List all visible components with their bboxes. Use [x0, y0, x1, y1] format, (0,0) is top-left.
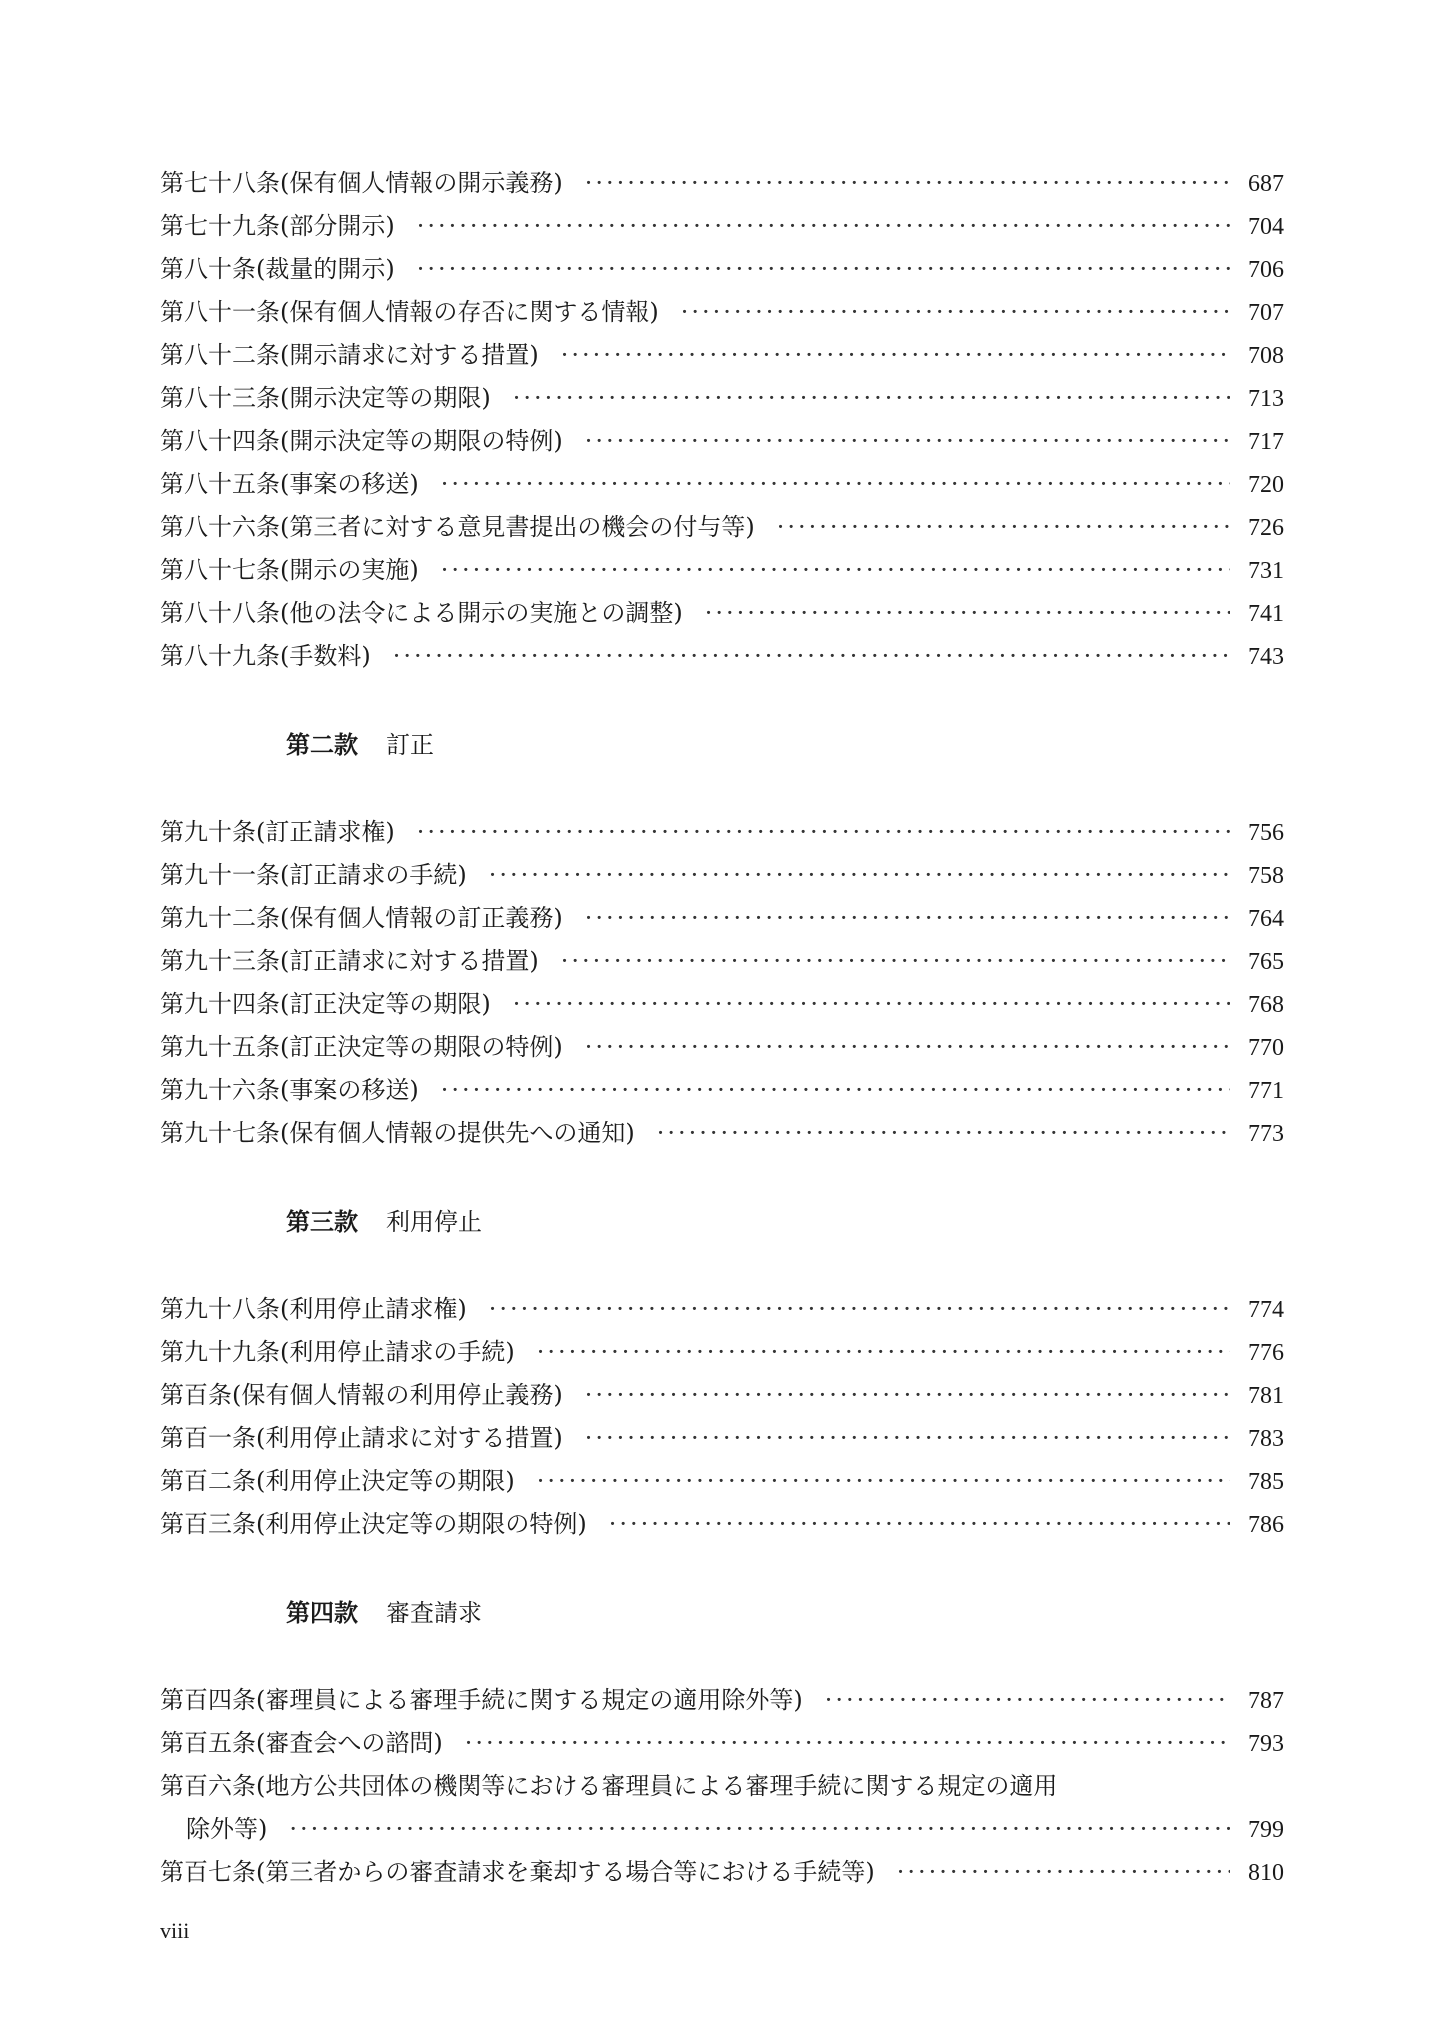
toc-entry [160, 205, 1284, 248]
toc-entry-page: 768 [1248, 992, 1284, 1018]
toc-entry-page: 706 [1248, 257, 1284, 283]
toc-entry [160, 1026, 1284, 1069]
dot-leader [825, 1679, 1230, 1722]
section-number: 第四款 [286, 1598, 358, 1627]
toc-entry-page: 704 [1248, 214, 1284, 240]
toc-entry [160, 420, 1284, 463]
toc-entry [160, 1374, 1284, 1417]
section-heading-teisei [160, 723, 1284, 766]
toc-entry [160, 463, 1284, 506]
toc-entry [160, 162, 1284, 205]
dot-leader [561, 940, 1230, 983]
toc-entry [160, 549, 1284, 592]
toc-entry-title: 第百一条(利用停止請求に対する措置) [160, 1424, 563, 1452]
toc-entry-page: 713 [1248, 386, 1284, 412]
toc-entry [160, 897, 1284, 940]
toc-group-teisei [160, 811, 1284, 1155]
toc-entry-title: 第百条(保有個人情報の利用停止義務) [160, 1381, 563, 1409]
toc-entry-page: 785 [1248, 1469, 1284, 1495]
toc-entry-title: 第八十一条(保有個人情報の存否に関する情報) [160, 298, 659, 326]
toc-entry-page: 717 [1248, 429, 1284, 455]
toc-entry [160, 983, 1284, 1026]
dot-leader [585, 1417, 1230, 1460]
toc-entry-page: 799 [1248, 1817, 1284, 1843]
toc-entry-page: 764 [1248, 906, 1284, 932]
toc-entry-page: 758 [1248, 863, 1284, 889]
dot-leader [681, 291, 1230, 334]
dot-leader [441, 463, 1230, 506]
dot-leader [537, 1331, 1230, 1374]
toc-entry-title: 第八十七条(開示の実施) [160, 556, 419, 584]
toc-entry-page: 765 [1248, 949, 1284, 975]
toc-entry-page: 707 [1248, 300, 1284, 326]
toc-entry-page: 810 [1248, 1860, 1284, 1886]
toc-entry [160, 635, 1284, 678]
section-title: 審査請求 [386, 1599, 482, 1627]
dot-leader [513, 983, 1230, 1026]
toc-entry-title: 第九十二条(保有個人情報の訂正義務) [160, 904, 563, 932]
toc-entry [160, 377, 1284, 420]
toc-entry-title: 第九十四条(訂正決定等の期限) [160, 990, 491, 1018]
toc-entry [160, 811, 1284, 854]
toc-entry [160, 1460, 1284, 1503]
toc-entry-title: 第百二条(利用停止決定等の期限) [160, 1467, 515, 1495]
toc-entry-page: 756 [1248, 820, 1284, 846]
toc-entry-page: 793 [1248, 1731, 1284, 1757]
toc-entry-title: 第九十五条(訂正決定等の期限の特例) [160, 1033, 563, 1061]
toc-group-kaiji [160, 162, 1284, 678]
toc-entry-title: 第九十三条(訂正請求に対する措置) [160, 947, 539, 975]
toc-entry-page: 743 [1248, 644, 1284, 670]
dot-leader [537, 1460, 1230, 1503]
toc-entry-title: 第八十八条(他の法令による開示の実施との調整) [160, 599, 683, 627]
toc-entry [160, 940, 1284, 983]
toc-entry [160, 334, 1284, 377]
toc-entry-title: 第八十六条(第三者に対する意見書提出の機会の付与等) [160, 513, 755, 541]
page-number: viii [160, 1918, 190, 1943]
toc-entry-title: 第七十八条(保有個人情報の開示義務) [160, 169, 563, 197]
dot-leader [897, 1851, 1230, 1894]
dot-leader [417, 205, 1230, 248]
dot-leader [585, 1374, 1230, 1417]
dot-leader [513, 377, 1230, 420]
toc-entry-title: 第九十条(訂正請求権) [160, 818, 395, 846]
toc-entry-title: 第百六条(地方公共団体の機関等における審理員による審理手続に関する規定の適用 [160, 1772, 1058, 1800]
dot-leader [609, 1503, 1230, 1546]
dot-leader [465, 1722, 1230, 1765]
dot-leader [417, 811, 1230, 854]
toc-entry-page: 783 [1248, 1426, 1284, 1452]
toc-entry-page: 770 [1248, 1035, 1284, 1061]
toc-entry-title: 第百三条(利用停止決定等の期限の特例) [160, 1510, 587, 1538]
toc-entry-title: 第八十五条(事案の移送) [160, 470, 419, 498]
toc-entry [160, 1765, 1284, 1808]
dot-leader [561, 334, 1230, 377]
toc-entry-page: 771 [1248, 1078, 1284, 1104]
toc-entry-page: 708 [1248, 343, 1284, 369]
toc-entry-page: 720 [1248, 472, 1284, 498]
toc-entry-title: 第九十六条(事案の移送) [160, 1076, 419, 1104]
toc-entry-title: 第七十九条(部分開示) [160, 212, 395, 240]
toc-entry [160, 592, 1284, 635]
section-heading-shinsaseikyu [160, 1591, 1284, 1634]
toc-entry-page: 731 [1248, 558, 1284, 584]
toc-entry-continuation [160, 1808, 1284, 1851]
dot-leader [289, 1808, 1230, 1851]
toc-group-shinsaseikyu [160, 1679, 1284, 1765]
dot-leader [585, 162, 1230, 205]
section-title: 訂正 [386, 731, 434, 759]
toc-entry-title: 第百五条(審査会への諮問) [160, 1729, 443, 1757]
toc-entry [160, 1288, 1284, 1331]
toc-entry-title: 第百七条(第三者からの審査請求を棄却する場合等における手続等) [160, 1858, 875, 1886]
toc-entry [160, 1851, 1284, 1894]
toc-entry-page: 786 [1248, 1512, 1284, 1538]
toc-entry-title: 第九十九条(利用停止請求の手続) [160, 1338, 515, 1366]
toc-group-riyouteishi [160, 1288, 1284, 1546]
toc-entry [160, 1722, 1284, 1765]
dot-leader [489, 1288, 1230, 1331]
toc-entry [160, 1331, 1284, 1374]
dot-leader [657, 1112, 1230, 1155]
dot-leader [585, 897, 1230, 940]
toc-entry [160, 1679, 1284, 1722]
toc-entry [160, 506, 1284, 549]
toc-entry-page: 781 [1248, 1383, 1284, 1409]
toc-entry-title: 第八十九条(手数料) [160, 642, 371, 670]
section-title: 利用停止 [386, 1208, 482, 1236]
toc-entry [160, 248, 1284, 291]
table-of-contents [160, 162, 1284, 1894]
toc-entry-title: 第八十条(裁量的開示) [160, 255, 395, 283]
toc-entry [160, 1417, 1284, 1460]
section-number: 第三款 [286, 1207, 358, 1236]
toc-entry-title: 除外等) [186, 1815, 268, 1843]
section-heading-riyouteishi [160, 1200, 1284, 1243]
toc-entry [160, 1069, 1284, 1112]
toc-entry-title: 第八十三条(開示決定等の期限) [160, 384, 491, 412]
dot-leader [705, 592, 1230, 635]
dot-leader [393, 635, 1230, 678]
toc-entry-title: 第百四条(審理員による審理手続に関する規定の適用除外等) [160, 1686, 803, 1714]
dot-leader [585, 420, 1230, 463]
toc-entry-page: 776 [1248, 1340, 1284, 1366]
toc-entry-title: 第九十一条(訂正請求の手続) [160, 861, 467, 889]
toc-entry [160, 1503, 1284, 1546]
toc-entry [160, 291, 1284, 334]
dot-leader [585, 1026, 1230, 1069]
toc-entry-page: 787 [1248, 1688, 1284, 1714]
toc-entry-title: 第八十二条(開示請求に対する措置) [160, 341, 539, 369]
dot-leader [489, 854, 1230, 897]
section-number: 第二款 [286, 730, 358, 759]
toc-entry-page: 773 [1248, 1121, 1284, 1147]
dot-leader [441, 1069, 1230, 1112]
toc-entry-page: 687 [1248, 171, 1284, 197]
toc-entry-title: 第九十七条(保有個人情報の提供先への通知) [160, 1119, 635, 1147]
dot-leader [441, 549, 1230, 592]
toc-entry [160, 854, 1284, 897]
toc-entry-page: 741 [1248, 601, 1284, 627]
dot-leader [417, 248, 1230, 291]
toc-entry-page: 774 [1248, 1297, 1284, 1323]
toc-entry [160, 1112, 1284, 1155]
toc-entry-title: 第八十四条(開示決定等の期限の特例) [160, 427, 563, 455]
toc-entry-title: 第九十八条(利用停止請求権) [160, 1295, 467, 1323]
toc-entry-page: 726 [1248, 515, 1284, 541]
dot-leader [777, 506, 1230, 549]
